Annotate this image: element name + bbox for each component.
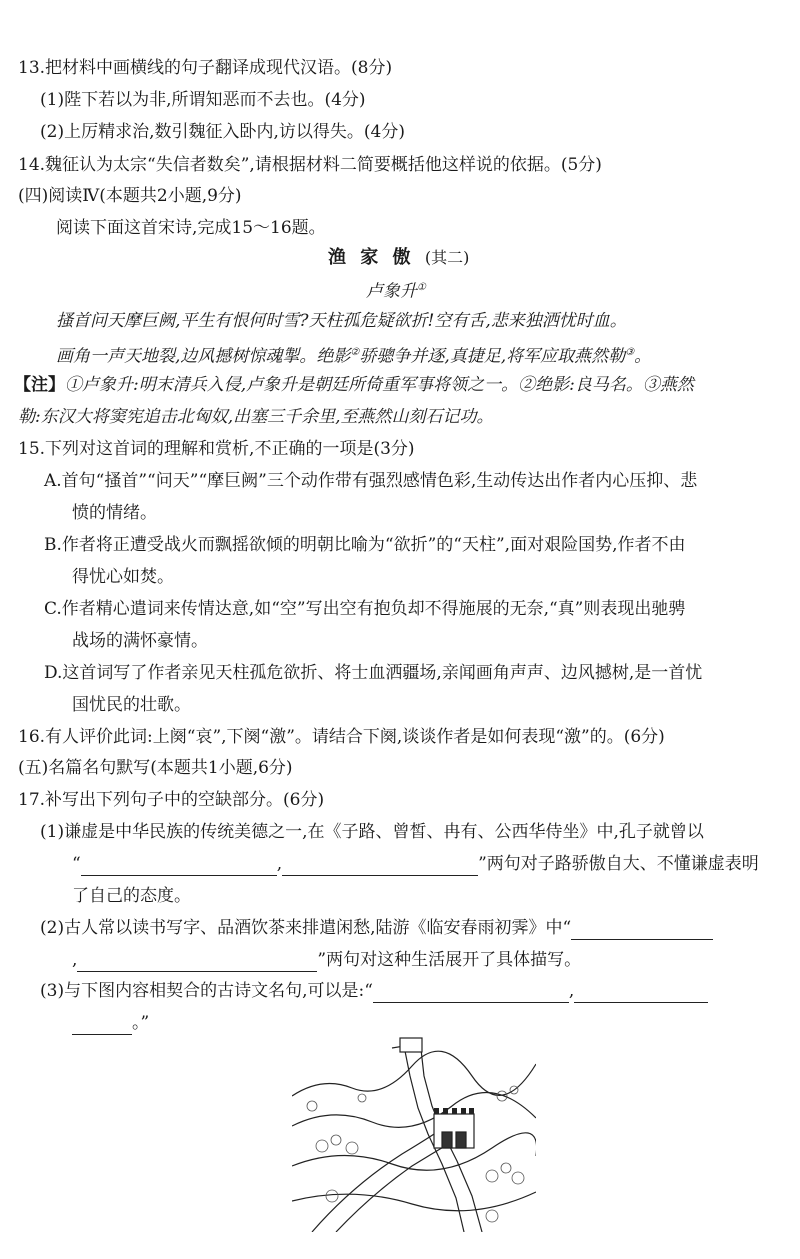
q15-option-b-1: B.作者将正遭受战火而飘摇欲倾的明朝比喻为“欲折”的“天柱”,面对艰险国势,作者不由 bbox=[44, 535, 686, 555]
q17-part2-line1 bbox=[40, 916, 713, 940]
great-wall-illustration bbox=[292, 1036, 536, 1232]
q16-stem: 16.有人评价此词:上阕“哀”,下阕“激”。请结合下阕,谈谈作者是如何表现“激”的。(6分) bbox=[18, 727, 665, 747]
poem-line-2 bbox=[56, 341, 651, 369]
poem-title bbox=[328, 246, 469, 270]
footnote-mark-3: ③ bbox=[625, 347, 635, 358]
answer-blank-3a[interactable] bbox=[373, 985, 569, 1003]
answer-blank-1a[interactable] bbox=[81, 858, 277, 876]
section4-intro: 阅读下面这首宋诗,完成15～16题。 bbox=[56, 218, 326, 238]
q15-option-c-2: 战场的满怀豪情。 bbox=[72, 631, 208, 651]
q17-part2-line2 bbox=[72, 948, 581, 972]
q15-option-c-1: C.作者精心遣词来传情达意,如“空”写出空有抱负却不得施展的无奈,“真”则表现出驰骋 bbox=[44, 599, 686, 619]
poem-title-text: 渔 家 傲 bbox=[328, 247, 415, 268]
q17-part1-line3: 了自己的态度。 bbox=[72, 886, 191, 906]
q15-option-d-1: D.这首词写了作者亲见天柱孤危欲折、将士血洒疆场,亲闻画角声声、边风撼树,是一首忧 bbox=[44, 663, 703, 683]
answer-blank-3c[interactable] bbox=[72, 1017, 132, 1035]
answer-blank-2b[interactable] bbox=[77, 954, 317, 972]
poem-subtitle: (其二) bbox=[424, 248, 470, 267]
poem-line-2c: 。 bbox=[634, 346, 652, 367]
q17-part3-line2 bbox=[72, 1011, 149, 1035]
poem-line-2a: 画角一声天地裂,边风撼树惊魂掣。绝影 bbox=[56, 346, 351, 367]
poem-line-1: 搔首问天摩巨阙,平生有恨何时雪?天柱孤危疑欲折!空有舌,悲来独洒忧时血。 bbox=[56, 311, 627, 331]
q17-stem: 17.补写出下列句子中的空缺部分。(6分) bbox=[18, 790, 325, 810]
footnote-mark-1: ① bbox=[417, 282, 426, 293]
q13-part2: (2)上厉精求治,数引魏征入卧内,访以得失。(4分) bbox=[40, 122, 405, 142]
q15-stem: 15.下列对这首词的理解和赏析,不正确的一项是(3分) bbox=[18, 439, 415, 459]
open-quote: “ bbox=[72, 854, 81, 874]
part1-tail: ”两句对子路骄傲自大、不懂谦虚表明 bbox=[478, 854, 759, 874]
poem-author bbox=[366, 276, 426, 304]
part3-end: 。” bbox=[132, 1013, 150, 1033]
section4-heading: (四)阅读Ⅳ(本题共2小题,9分) bbox=[18, 186, 242, 206]
q13-stem: 13.把材料中画横线的句子翻译成现代汉语。(8分) bbox=[18, 58, 393, 78]
q14-stem: 14.魏征认为太宗“失信者数矣”,请根据材料二简要概括他这样说的依据。(5分) bbox=[18, 155, 602, 175]
q17-part1-line1: (1)谦虚是中华民族的传统美德之一,在《子路、曾皙、冉有、公西华侍坐》中,孔子就曾以 bbox=[40, 822, 704, 842]
q15-option-a-1: A.首句“搔首”“问天”“摩巨阙”三个动作带有强烈感情色彩,生动传达出作者内心压抑、悲 bbox=[44, 471, 698, 491]
answer-blank-3b[interactable] bbox=[574, 985, 708, 1003]
note-tag: 【注】 bbox=[14, 375, 65, 395]
comma: , bbox=[276, 854, 283, 874]
q17-part1-line2 bbox=[72, 852, 759, 876]
q15-option-d-2: 国忧民的壮歌。 bbox=[72, 695, 191, 715]
answer-blank-2a[interactable] bbox=[571, 922, 713, 940]
poem-line-2b: 骄骢争并逐,真捷足,将军应取燕然勒 bbox=[359, 346, 626, 367]
q15-option-a-2: 愤的情绪。 bbox=[72, 503, 157, 523]
answer-blank-1b[interactable] bbox=[282, 858, 478, 876]
part2-tail: ”两句对这种生活展开了具体描写。 bbox=[317, 950, 582, 970]
part3-text: (3)与下图内容相契合的古诗文名句,可以是:“ bbox=[40, 981, 373, 1001]
section5-heading: (五)名篇名句默写(本题共1小题,6分) bbox=[18, 758, 293, 778]
note-line-1 bbox=[14, 373, 694, 397]
q17-part3-line1 bbox=[40, 979, 708, 1003]
note-text-1: ①卢象升:明末清兵入侵,卢象升是朝廷所倚重军事将领之一。②绝影:良马名。③燕然 bbox=[65, 375, 694, 395]
poem-author-name: 卢象升 bbox=[366, 281, 417, 302]
q13-part1: (1)陛下若以为非,所谓知恶而不去也。(4分) bbox=[40, 90, 366, 110]
footnote-mark-2: ② bbox=[350, 347, 360, 358]
comma: , bbox=[72, 950, 78, 970]
note-line-2: 勒:东汉大将窦宪追击北匈奴,出塞三千余里,至燕然山刻石记功。 bbox=[18, 407, 494, 427]
part2-text: (2)古人常以读书写字、品酒饮茶来排遣闲愁,陆游《临安春雨初霁》中“ bbox=[40, 918, 572, 938]
comma: , bbox=[568, 981, 575, 1001]
q15-option-b-2: 得忧心如焚。 bbox=[72, 567, 174, 587]
